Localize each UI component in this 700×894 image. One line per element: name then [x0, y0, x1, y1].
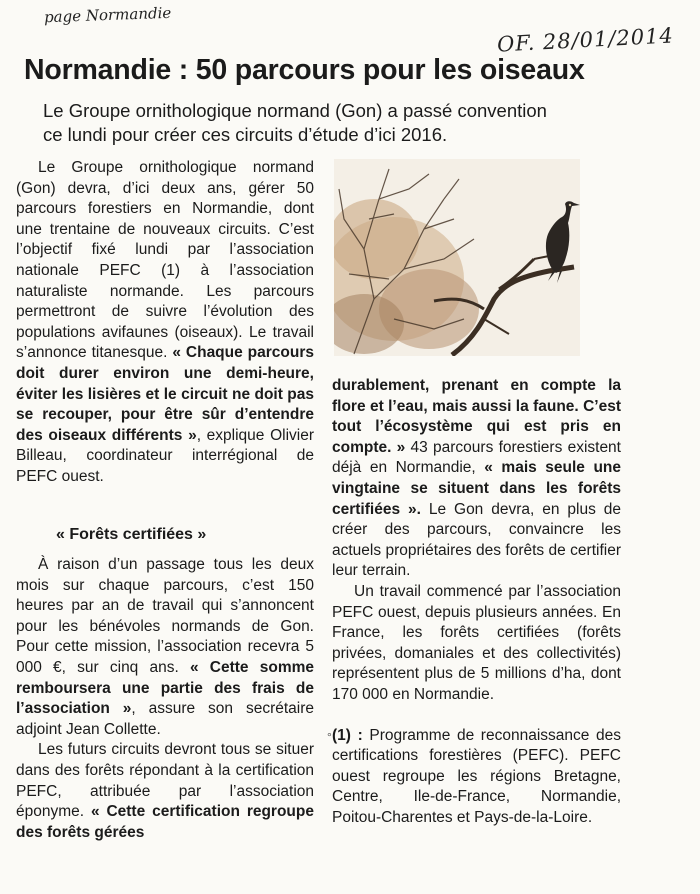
ink-mark: °	[327, 730, 332, 744]
footnote-text: Programme de reconnaissance des certifications forestières (PEFC). PEFC ouest regroupe les régions Bretagne, Centre, Ile-de-France, Normandie, Poitou-Charentes et Pays-de-la-Loire.	[332, 726, 621, 826]
handwritten-date-note: OF. 28/01/2014	[496, 23, 675, 57]
paragraph-funding	[16, 555, 314, 740]
footnote-marker: (1) :	[332, 726, 363, 744]
paragraph-certification-text: Les futurs circuits devront tous se situer dans des forêts répondant à la certification PEFC, attribuée par l’association éponyme.	[16, 741, 314, 821]
paragraph-intro-text: Le Groupe ornithologique normand (Gon) devra, d’ici deux ans, gérer 50 parcours forestiers en Normandie, dont une trentaine de nouveaux circuits. C’est l’objectif fixé lundi par l’association nationale PEFC (1) à l’association naturaliste normande. Les parcours permettront de suivre l’évolution des populations avifaunes (oiseaux). Le travail s’annonce titanesque.	[16, 159, 314, 362]
quote-certification-end: durablement, prenant en compte la flore et l’eau, mais aussi la faune. C’est tout l’écosystème qui est pris en compte. »	[332, 377, 621, 456]
article-column-2	[332, 376, 621, 828]
paragraph-pefc: Un travail commencé par l’association PEFC ouest, depuis plusieurs années. En France, les forêts certifiées (forêts privées, domaniales et des collectivités) représentent plus de 5 millions d’ha, dont 170 000 en Normandie.	[332, 582, 621, 703]
paragraph-funding-text: À raison d’un passage tous les deux mois sur chaque parcours, c’est 150 heures par an de travail qui s’annoncent pour les bénévoles normands de Gon. Pour cette mission, l’association recevra 5 000 €, sur cinq ans.	[16, 556, 314, 676]
article-standfirst-line-2: ce lundi pour créer ces circuits d’étude d’ici 2016.	[43, 124, 448, 145]
handwritten-section-note: page Normandie	[43, 3, 172, 27]
paragraph-funding-tail: , assure son secrétaire adjoint Jean Collette.	[16, 700, 314, 738]
article-headline: Normandie : 50 parcours pour les oiseaux	[24, 54, 585, 86]
paragraph-certification-tail-2: Le Gon devra, en plus de créer des parcours, convaincre les actuels propriétaires des forêts de certifier leur terrain.	[332, 500, 621, 580]
quote-vingtaine: « mais seule une vingtaine se situent dans les forêts certifiées ».	[332, 459, 621, 518]
quote-billeau: « Chaque parcours doit durer environ une demi-heure, éviter les lisières et le circuit ne doit pas se recouper, pour être sûr d’entendre des oiseaux différents »	[16, 344, 314, 444]
article-column-1	[16, 158, 314, 488]
article-subheading: « Forêts certifiées »	[56, 526, 207, 543]
quote-certification-start: « Cette certification regroupe des forêts gérées	[16, 803, 314, 841]
paragraph-certification-continued	[332, 376, 621, 582]
quote-collette: « Cette somme remboursera une partie des frais de l’association »	[16, 658, 315, 718]
paragraph-intro	[16, 158, 314, 488]
paragraph-intro-tail: , explique Olivier Billeau, coordinateur interrégional de PEFC ouest.	[16, 426, 315, 485]
article-standfirst-line-1: Le Groupe ornithologique normand (Gon) a passé convention	[43, 100, 547, 121]
article-column-1-lower	[16, 555, 314, 843]
paragraph-certification-tail: 43 parcours forestiers existent déjà en Normandie,	[332, 438, 621, 477]
footnote	[332, 726, 621, 829]
paragraph-certification	[16, 740, 314, 843]
cormorant-illustration	[334, 159, 580, 356]
article-photo-cormorant	[334, 159, 580, 356]
